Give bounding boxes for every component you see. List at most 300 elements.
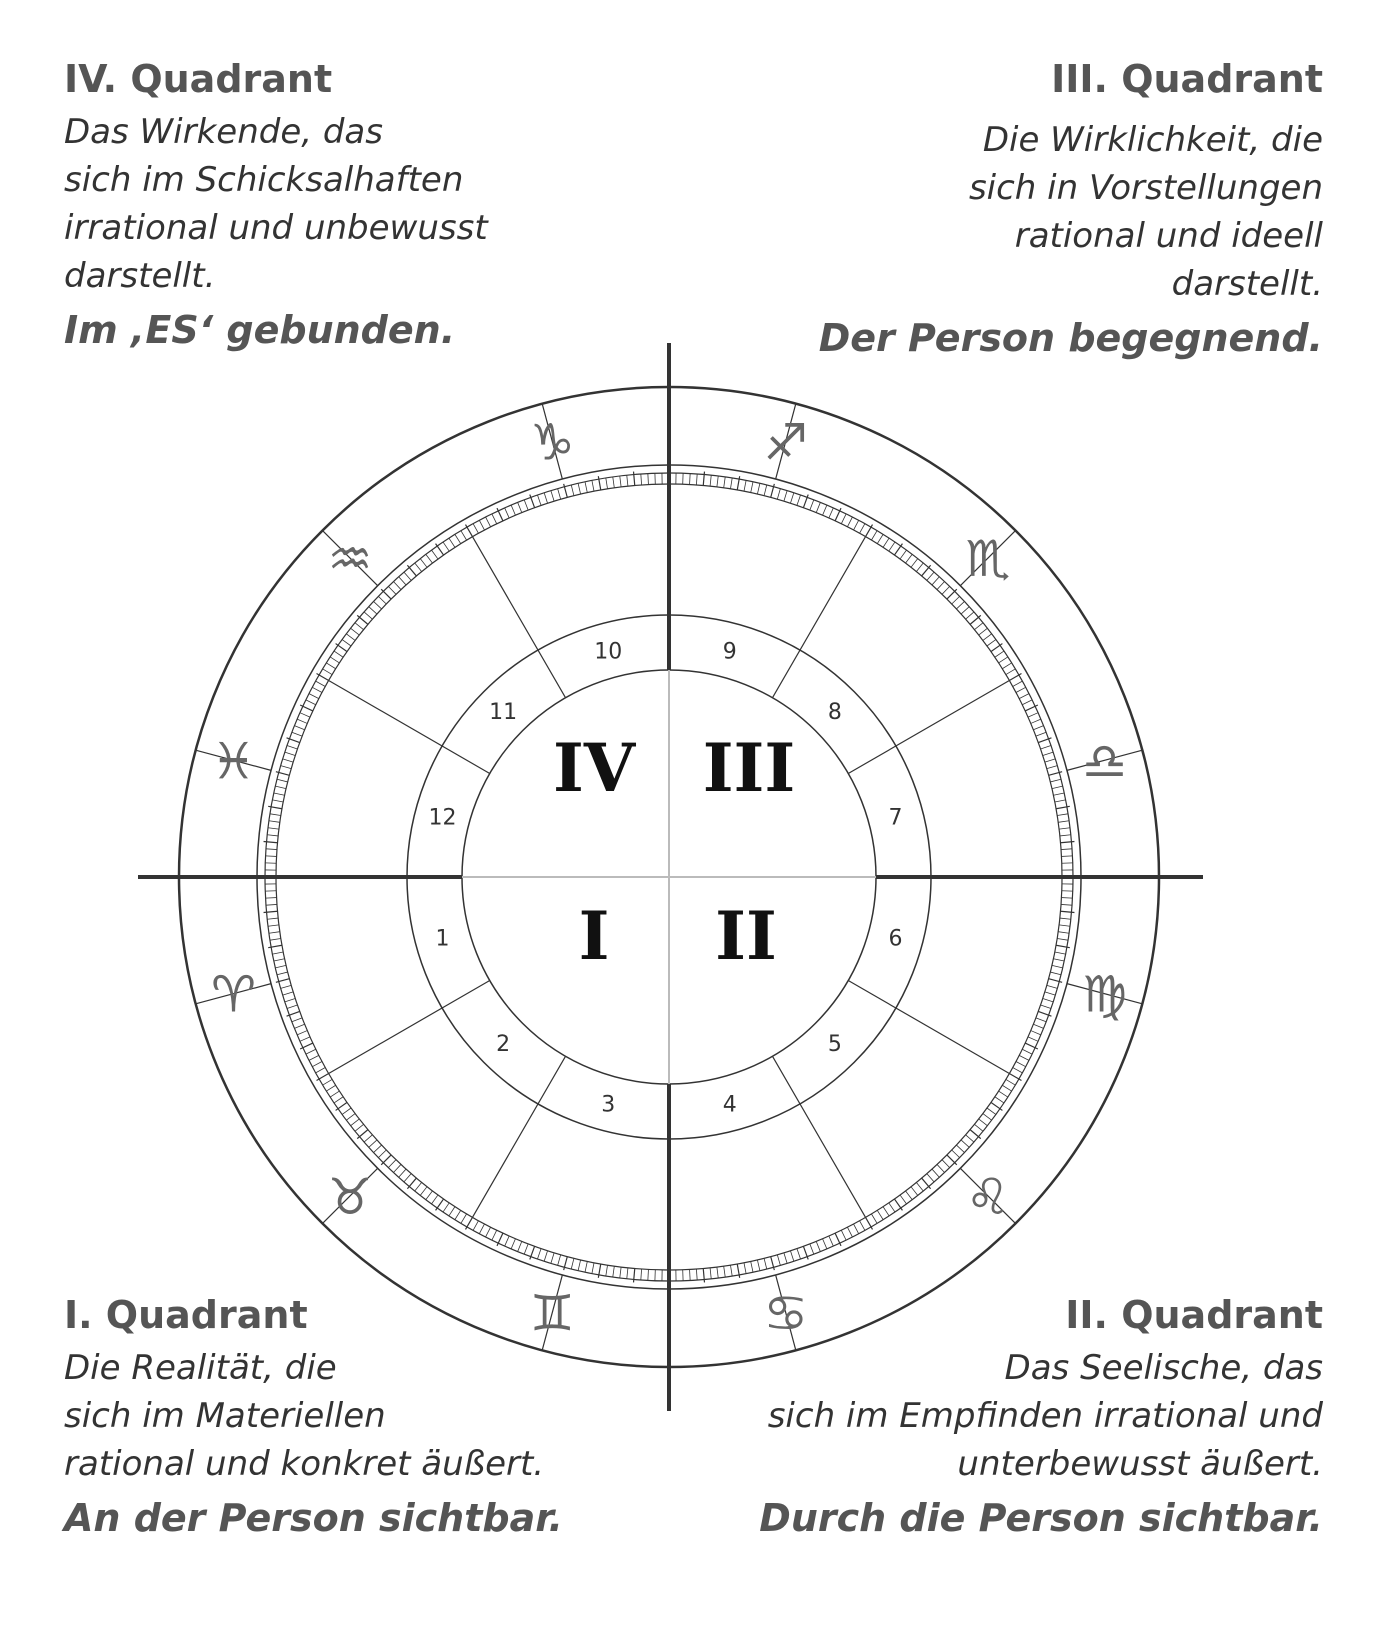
- degree-tick: [334, 1097, 343, 1103]
- degree-tick: [854, 1224, 859, 1234]
- degree-tick: [620, 476, 621, 487]
- degree-tick: [1016, 687, 1026, 692]
- degree-tick: [1061, 911, 1075, 912]
- degree-tick: [983, 1114, 992, 1121]
- degree-tick: [355, 1124, 364, 1131]
- degree-tick: [524, 1244, 528, 1254]
- quadrant-iii-line: Die Wirklichkeit, die: [982, 120, 1323, 160]
- degree-tick: [991, 644, 1002, 652]
- degree-tick: [810, 1244, 814, 1254]
- center-label-ii: II: [715, 897, 777, 975]
- degree-tick: [932, 1169, 939, 1177]
- degree-tick: [1053, 959, 1064, 961]
- degree-tick: [524, 500, 528, 510]
- degree-tick: [1061, 856, 1072, 857]
- degree-tick: [404, 1174, 411, 1182]
- degree-tick: [966, 1135, 974, 1142]
- degree-tick: [911, 559, 918, 568]
- degree-tick: [346, 1114, 355, 1121]
- degree-tick: [1019, 1055, 1029, 1060]
- degree-tick: [598, 1264, 600, 1278]
- degree-tick: [1059, 828, 1070, 829]
- house-number: 12: [428, 805, 457, 831]
- degree-tick: [270, 814, 281, 816]
- degree-tick: [1022, 700, 1032, 705]
- degree-tick: [690, 1269, 691, 1280]
- degree-tick: [1036, 1018, 1046, 1022]
- degree-tick: [961, 1140, 969, 1147]
- degree-tick: [900, 1195, 906, 1204]
- degree-tick: [999, 1091, 1008, 1097]
- degree-tick: [947, 589, 957, 599]
- degree-tick: [790, 493, 793, 503]
- degree-tick: [342, 640, 351, 646]
- degree-tick: [1022, 1049, 1032, 1054]
- degree-tick: [744, 480, 746, 491]
- quadrant-i-title: I. Quadrant: [64, 1293, 308, 1337]
- degree-tick: [696, 1269, 697, 1280]
- house-number: 2: [496, 1031, 511, 1057]
- degree-tick: [537, 1249, 541, 1259]
- degree-tick: [648, 474, 649, 485]
- degree-tick: [942, 1160, 950, 1168]
- degree-tick: [270, 938, 281, 940]
- degree-tick: [432, 1195, 438, 1204]
- degree-tick: [871, 531, 877, 540]
- leo-icon: ♌: [965, 1167, 1011, 1226]
- degree-tick: [784, 491, 787, 502]
- degree-tick: [266, 898, 277, 899]
- degree-tick: [979, 628, 988, 635]
- degree-tick: [585, 482, 587, 493]
- degree-tick: [1031, 719, 1041, 723]
- degree-tick: [558, 1255, 561, 1266]
- degree-tick: [883, 538, 889, 547]
- degree-tick: [283, 992, 294, 995]
- degree-tick: [710, 1268, 711, 1279]
- degree-tick: [297, 719, 307, 723]
- degree-tick: [336, 1102, 347, 1110]
- degree-tick: [966, 612, 974, 619]
- house-number: 11: [489, 700, 518, 726]
- degree-tick: [492, 514, 497, 524]
- degree-tick: [264, 842, 278, 843]
- degree-tick: [274, 959, 285, 961]
- degree-tick: [995, 1097, 1004, 1103]
- house-divider: [848, 981, 1009, 1074]
- degree-tick: [551, 1253, 554, 1264]
- degree-tick: [730, 478, 732, 489]
- degree-tick: [285, 998, 295, 1001]
- degree-tick: [420, 1187, 427, 1196]
- degree-tick: [1036, 732, 1046, 736]
- degree-tick: [316, 681, 326, 686]
- degree-tick: [764, 1258, 767, 1269]
- degree-tick: [571, 485, 574, 496]
- degree-tick: [518, 502, 522, 512]
- degree-tick: [326, 663, 335, 669]
- quadrant-ii-line: sich im Empfinden irrational und: [767, 1396, 1323, 1436]
- degree-tick: [300, 1037, 310, 1041]
- degree-tick: [312, 1062, 322, 1067]
- house-divider: [773, 1056, 866, 1217]
- degree-tick: [330, 657, 339, 663]
- degree-tick: [1060, 835, 1071, 836]
- degree-tick: [1060, 918, 1071, 919]
- degree-tick: [1061, 849, 1072, 850]
- degree-tick: [1050, 779, 1061, 782]
- degree-tick: [1043, 752, 1053, 755]
- degree-tick: [399, 1169, 406, 1177]
- degree-tick: [816, 1241, 820, 1251]
- degree-tick: [479, 520, 484, 530]
- degree-tick: [956, 1145, 964, 1153]
- degree-tick: [351, 628, 360, 635]
- degree-tick: [585, 1261, 587, 1272]
- degree-tick: [777, 489, 780, 500]
- scorpio-icon: ♏: [965, 530, 1011, 589]
- degree-tick: [330, 1091, 339, 1097]
- degree-tick: [297, 1031, 307, 1035]
- degree-tick: [404, 572, 411, 580]
- degree-tick: [292, 732, 302, 736]
- house-number: 4: [722, 1092, 737, 1118]
- degree-tick: [730, 1265, 732, 1276]
- degree-tick: [269, 932, 280, 934]
- degree-tick: [369, 1140, 377, 1147]
- degree-tick: [703, 1269, 704, 1283]
- quadrant-ii-tag: Durch die Person sichtbar.: [759, 1496, 1323, 1540]
- degree-tick: [571, 1258, 574, 1269]
- degree-tick: [937, 1164, 945, 1172]
- degree-tick: [952, 596, 960, 604]
- degree-tick: [916, 1182, 923, 1191]
- degree-tick: [922, 1178, 931, 1189]
- degree-tick: [927, 1174, 934, 1182]
- quadrant-iv-line: Das Wirkende, das: [64, 112, 383, 152]
- degree-tick: [300, 713, 310, 717]
- house-number: 10: [594, 639, 623, 665]
- degree-tick: [1028, 713, 1038, 717]
- taurus-icon: ♉: [327, 1167, 373, 1226]
- degree-tick: [312, 687, 322, 692]
- degree-tick: [1061, 904, 1072, 905]
- degree-tick: [285, 752, 295, 755]
- degree-tick: [1059, 925, 1070, 926]
- degree-tick: [378, 1150, 386, 1158]
- degree-tick: [357, 1130, 368, 1139]
- degree-tick: [381, 589, 391, 599]
- degree-tick: [287, 1005, 297, 1009]
- degree-tick: [277, 972, 288, 975]
- degree-tick: [283, 759, 294, 762]
- degree-tick: [267, 918, 278, 919]
- degree-tick: [292, 1018, 302, 1022]
- degree-tick: [420, 559, 427, 568]
- degree-tick: [854, 520, 859, 530]
- degree-tick: [1056, 806, 1070, 808]
- house-number: 3: [601, 1092, 616, 1118]
- degree-tick: [294, 726, 304, 730]
- quadrant-iv-line: sich im Schicksalhaften: [64, 160, 464, 200]
- degree-tick: [696, 474, 697, 485]
- degree-tick: [717, 476, 718, 487]
- quadrant-i-line: sich im Materiellen: [64, 1396, 386, 1436]
- degree-tick: [1061, 898, 1072, 899]
- degree-tick: [1045, 992, 1056, 995]
- house-divider: [473, 537, 566, 698]
- degree-tick: [1013, 1068, 1023, 1073]
- degree-tick: [1041, 1005, 1051, 1009]
- degree-tick: [979, 1119, 988, 1126]
- cancer-icon: ♋: [763, 1284, 809, 1343]
- degree-tick: [309, 694, 319, 699]
- degree-tick: [1006, 669, 1015, 675]
- degree-tick: [323, 669, 332, 675]
- degree-tick: [937, 582, 945, 590]
- degree-tick: [922, 565, 931, 576]
- degree-tick: [351, 1119, 360, 1126]
- center-label-iv: IV: [552, 729, 636, 807]
- degree-tick: [841, 1230, 846, 1240]
- degree-tick: [900, 550, 906, 559]
- degree-tick: [757, 1260, 759, 1271]
- capricorn-icon: ♑: [529, 413, 575, 472]
- degree-tick: [316, 1068, 326, 1073]
- degree-tick: [578, 483, 580, 494]
- degree-tick: [764, 485, 767, 496]
- degree-tick: [724, 477, 726, 488]
- house-number: 9: [722, 639, 737, 665]
- degree-tick: [956, 601, 964, 609]
- degree-tick: [1002, 1085, 1011, 1091]
- quadrant-iii-line: sich in Vorstellungen: [968, 168, 1323, 208]
- degree-tick: [592, 480, 594, 491]
- degree-tick: [942, 586, 950, 594]
- degree-tick: [1028, 1037, 1038, 1041]
- virgo-icon: ♍: [1082, 965, 1128, 1024]
- degree-tick: [777, 1255, 780, 1266]
- degree-tick: [703, 472, 704, 486]
- degree-tick: [518, 1241, 522, 1251]
- degree-tick: [505, 1236, 509, 1246]
- degree-tick: [991, 1102, 1002, 1110]
- degree-tick: [336, 644, 347, 652]
- degree-tick: [1053, 793, 1064, 795]
- degree-tick: [426, 1191, 433, 1200]
- degree-tick: [860, 1221, 865, 1231]
- degree-tick: [1043, 998, 1053, 1001]
- degree-tick: [1033, 726, 1043, 730]
- degree-tick: [634, 472, 635, 486]
- degree-tick: [877, 534, 883, 543]
- degree-tick: [479, 1224, 484, 1234]
- degree-tick: [613, 477, 615, 488]
- house-number: 1: [435, 926, 450, 952]
- house-number: 8: [827, 700, 842, 726]
- degree-tick: [816, 502, 820, 512]
- degree-tick: [443, 1203, 449, 1212]
- degree-tick: [473, 1221, 478, 1231]
- degree-tick: [1061, 842, 1075, 843]
- quadrant-ii-title: II. Quadrant: [1065, 1293, 1323, 1337]
- quadrant-iv-line: irrational und unbewusst: [64, 208, 488, 248]
- degree-tick: [1050, 972, 1061, 975]
- degree-tick: [606, 478, 608, 489]
- degree-tick: [323, 1079, 332, 1085]
- degree-tick: [1055, 952, 1066, 954]
- degree-tick: [342, 1108, 351, 1114]
- degree-tick: [1055, 800, 1066, 802]
- degree-tick: [381, 1155, 391, 1165]
- degree-tick: [511, 505, 515, 515]
- degree-tick: [744, 1263, 746, 1274]
- degree-tick: [1041, 745, 1051, 749]
- degree-tick: [407, 1178, 416, 1189]
- degree-tick: [690, 474, 691, 485]
- degree-tick: [272, 800, 283, 802]
- degree-tick: [889, 542, 895, 551]
- degree-tick: [894, 544, 902, 555]
- sagittarius-icon: ♐: [763, 413, 809, 472]
- degree-tick: [1047, 766, 1058, 769]
- degree-tick: [1016, 1062, 1026, 1067]
- house-number: 6: [888, 926, 903, 952]
- degree-tick: [970, 1130, 981, 1139]
- degree-tick: [443, 542, 449, 551]
- degree-tick: [281, 766, 292, 769]
- degree-tick: [784, 1253, 787, 1264]
- degree-tick: [737, 476, 739, 490]
- degree-tick: [737, 1264, 739, 1278]
- degree-tick: [620, 1267, 621, 1278]
- degree-tick: [823, 1239, 827, 1249]
- degree-tick: [916, 563, 923, 572]
- degree-tick: [268, 828, 279, 829]
- degree-tick: [326, 1085, 335, 1091]
- quadrant-iv-tag: Im ‚ES‘ gebunden.: [64, 308, 456, 352]
- degree-tick: [378, 596, 386, 604]
- degree-tick: [272, 952, 283, 954]
- degree-tick: [613, 1266, 615, 1277]
- degree-tick: [269, 821, 280, 823]
- degree-tick: [306, 700, 316, 705]
- degree-tick: [860, 524, 865, 534]
- degree-tick: [537, 495, 541, 505]
- degree-tick: [309, 1055, 319, 1060]
- degree-tick: [987, 640, 996, 646]
- degree-tick: [717, 1267, 718, 1278]
- quadrant-iv-title: IV. Quadrant: [64, 57, 333, 101]
- degree-tick: [906, 1191, 913, 1200]
- degree-tick: [287, 745, 297, 749]
- degree-tick: [797, 1249, 801, 1259]
- degree-tick: [1031, 1031, 1041, 1035]
- degree-tick: [974, 623, 983, 630]
- degree-tick: [432, 550, 438, 559]
- quadrant-i-line: rational und konkret äußert.: [64, 1444, 545, 1484]
- degree-tick: [987, 1108, 996, 1114]
- quadrant-i-line: Die Realität, die: [64, 1348, 337, 1388]
- degree-tick: [415, 1182, 422, 1191]
- degree-tick: [388, 586, 396, 594]
- degree-tick: [648, 1269, 649, 1280]
- degree-tick: [455, 1210, 461, 1219]
- degree-tick: [810, 500, 814, 510]
- degree-tick: [274, 793, 285, 795]
- degree-tick: [393, 582, 401, 590]
- degree-tick: [627, 475, 628, 486]
- degree-tick: [355, 623, 364, 630]
- degree-tick: [1052, 786, 1063, 788]
- degree-tick: [995, 651, 1004, 657]
- degree-tick: [486, 517, 491, 527]
- house-number: 5: [827, 1031, 842, 1057]
- degree-tick: [627, 1268, 628, 1279]
- degree-tick: [829, 1236, 833, 1246]
- degree-tick: [911, 1187, 918, 1196]
- degree-tick: [369, 607, 377, 614]
- degree-tick: [1006, 1079, 1015, 1085]
- degree-tick: [1057, 814, 1068, 816]
- house-divider: [329, 681, 490, 774]
- degree-tick: [983, 634, 992, 641]
- degree-tick: [641, 474, 642, 485]
- degree-tick: [268, 925, 279, 926]
- degree-tick: [393, 1164, 401, 1172]
- center-label-iii: III: [702, 729, 796, 807]
- degree-tick: [436, 1199, 444, 1210]
- quadrant-iii-line: rational und ideell: [1014, 216, 1323, 256]
- degree-tick: [598, 476, 600, 490]
- degree-tick: [906, 554, 913, 563]
- degree-tick: [449, 538, 455, 547]
- degree-tick: [724, 1266, 726, 1277]
- quadrant-iii-title: III. Quadrant: [1051, 57, 1323, 101]
- degree-tick: [558, 489, 561, 500]
- degree-tick: [883, 1207, 889, 1216]
- degree-tick: [1056, 945, 1070, 947]
- degree-tick: [932, 577, 939, 585]
- degree-tick: [1002, 663, 1011, 669]
- aries-icon: ♈: [210, 965, 256, 1024]
- degree-tick: [606, 1265, 608, 1276]
- degree-tick: [415, 563, 422, 572]
- degree-tick: [871, 1214, 877, 1223]
- degree-tick: [1033, 1024, 1043, 1028]
- degree-tick: [388, 1160, 396, 1168]
- degree-tick: [275, 965, 286, 967]
- degree-tick: [294, 1024, 304, 1028]
- degree-tick: [578, 1260, 580, 1271]
- degree-tick: [281, 985, 292, 988]
- degree-tick: [1057, 938, 1068, 940]
- degree-tick: [266, 856, 277, 857]
- degree-tick: [268, 806, 282, 808]
- degree-tick: [357, 615, 368, 624]
- degree-tick: [751, 1261, 753, 1272]
- degree-tick: [751, 482, 753, 493]
- degree-tick: [927, 572, 934, 580]
- degree-tick: [544, 493, 547, 503]
- degree-tick: [829, 508, 833, 518]
- degree-tick: [505, 508, 509, 518]
- degree-tick: [436, 544, 444, 555]
- degree-tick: [841, 514, 846, 524]
- quadrant-i-tag: An der Person sichtbar.: [64, 1496, 563, 1540]
- house-divider: [473, 1056, 566, 1217]
- degree-tick: [407, 565, 416, 576]
